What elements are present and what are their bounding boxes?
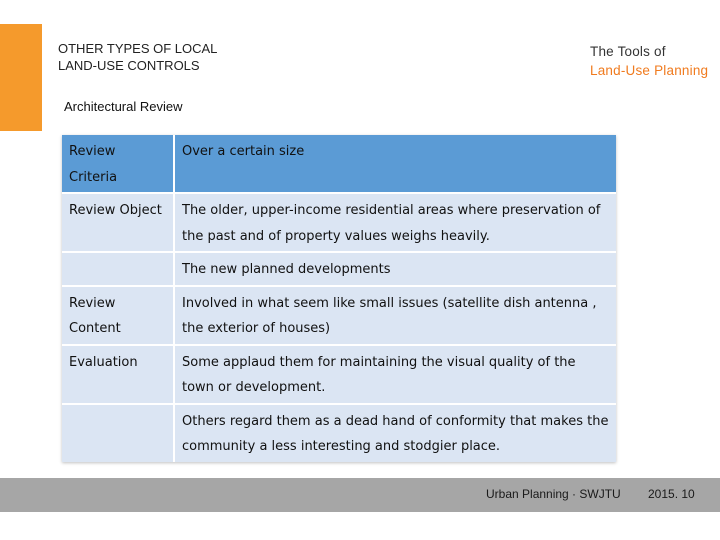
review-table [62, 135, 616, 462]
footer-date: 2015. 10 [648, 487, 695, 501]
row-label: Evaluation [62, 346, 175, 403]
row-text: The older, upper-income residential areas where preservation of the past and of property values weighs heavily. [175, 194, 616, 251]
section-heading: Architectural Review [64, 99, 183, 114]
table-row [62, 135, 616, 194]
table-row [62, 194, 616, 253]
row-label [62, 405, 175, 462]
row-label: Review Content [62, 287, 175, 344]
row-label [62, 253, 175, 285]
table-row [62, 287, 616, 346]
accent-bar [0, 24, 42, 131]
row-text: Over a certain size [175, 135, 616, 192]
table-row [62, 405, 616, 462]
row-text: Some applaud them for maintaining the visual quality of the town or development. [175, 346, 616, 403]
brand-block [590, 42, 708, 80]
table-row [62, 346, 616, 405]
footer-org: Urban Planning · SWJTU [486, 487, 621, 501]
row-label: Review Object [62, 194, 175, 251]
row-label: Review Criteria [62, 135, 175, 192]
row-text: The new planned developments [175, 253, 616, 285]
slide-title: OTHER TYPES OF LOCAL LAND-USE CONTROLS [58, 41, 217, 73]
table-row [62, 253, 616, 287]
row-text: Others regard them as a dead hand of conformity that makes the community a less interesting and stodgier place. [175, 405, 616, 462]
brand-line-1: The Tools of [590, 44, 666, 59]
row-text: Involved in what seem like small issues (satellite dish antenna , the exterior of houses) [175, 287, 616, 344]
brand-line-2: Land-Use Planning [590, 63, 709, 78]
